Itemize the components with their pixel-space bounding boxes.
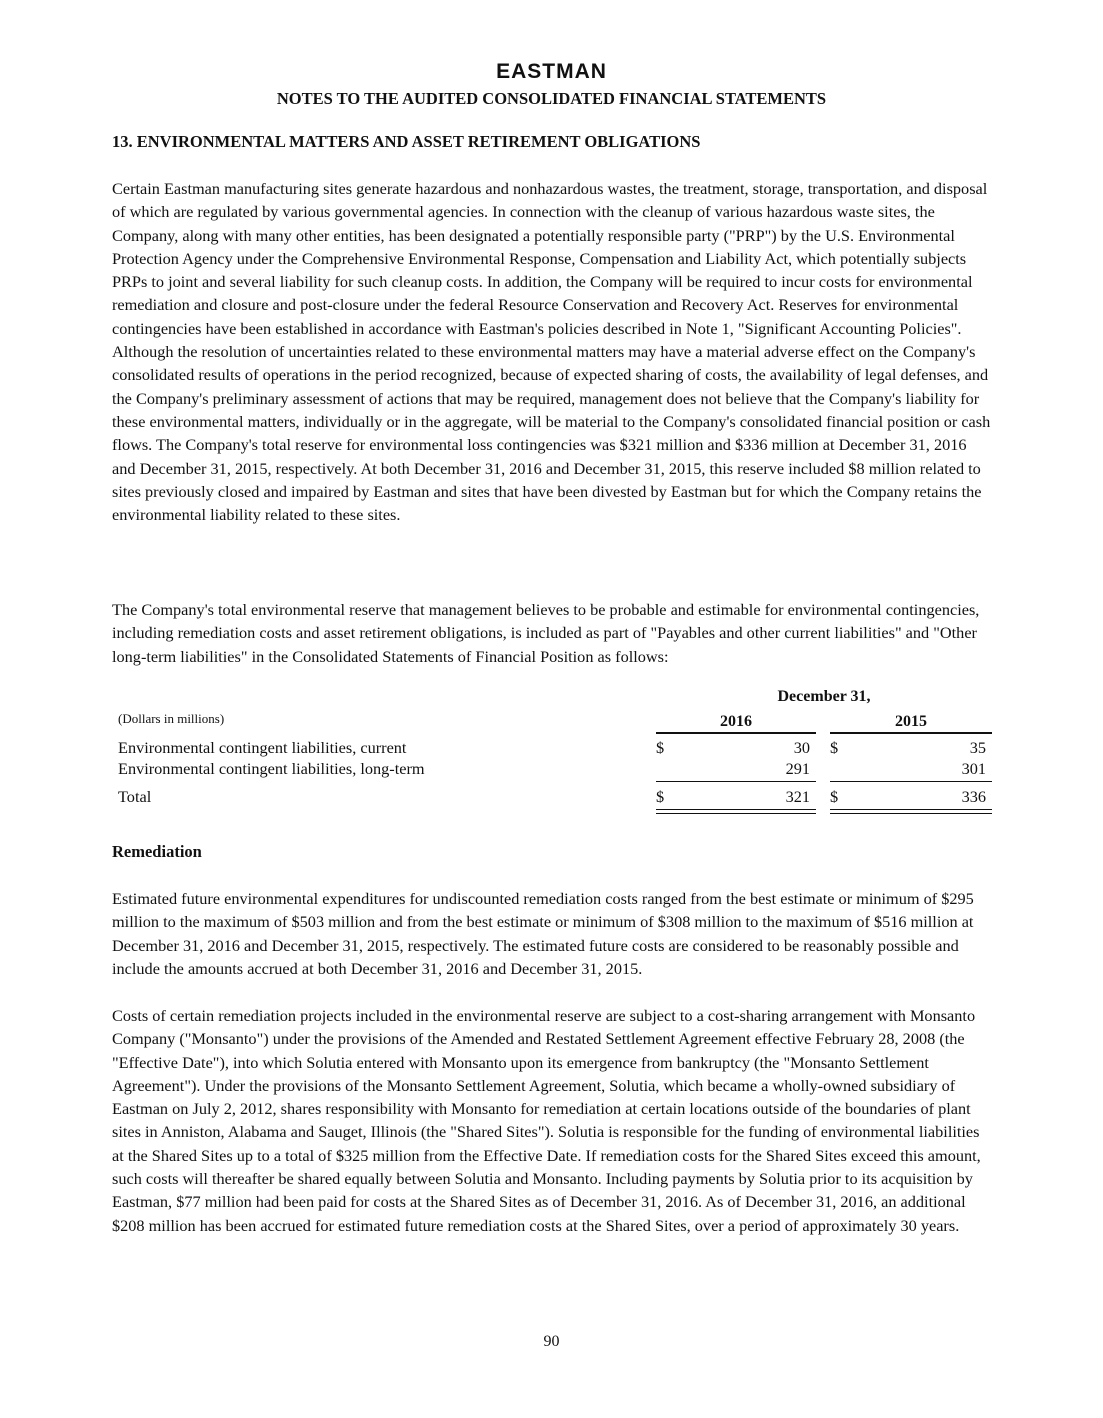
- value-2016: 321: [785, 787, 810, 806]
- paragraph-environmental-overview: Certain Eastman manufacturing sites generate hazardous and nonhazardous wastes, the treatment, storage, transportation, and disposal of which are regulated by various governmental agencies. In connection with the cleanup of various hazardous waste sites, the Company, along with many other entities, has been designated a potentially responsible party ("PRP") by the U.S. Environmental Protection Agency under the Comprehensive Environmental Response, Compensation and Liability Act, which potentially subjects PRPs to joint and several liability for such cleanup costs. In addition, the Company will be required to incur costs for environmental remediation and closure and post-closure under the federal Resource Conservation and Recovery Act. Reserves for environmental contingencies have been established in accordance with Eastman's policies described in Note 1, "Significant Accounting Policies". Although the resolution of uncertainties related to these environmental matters may have a material adverse effect on the Company's consolidated results of operations in the period recognized, because of expected sharing of costs, the availability of legal defenses, and the Company's preliminary assessment of actions that may be required, management does not believe that the Company's liability for these environmental matters, individually or in the aggregate, will be material to the Company's consolidated financial position or cash flows. The Company's total reserve for environmental loss contingencies was $321 million and $336 million at December 31, 2016 and December 31, 2015, respectively. At both December 31, 2016 and December 31, 2015, this reserve included $8 million related to sites previously closed and impaired by Eastman and sites that have been divested by Eastman but for which the Company retains the environmental liability related to these sites.: [112, 179, 991, 525]
- paragraph-remediation-estimates: Estimated future environmental expenditures for undiscounted remediation costs ranged from the best estimate or minimum of $295 million to the maximum of $503 million and from the best estimate or minimum of $308 million to the maximum of $516 million at December 31, 2016 and December 31, 2015, respectively. The estimated future costs are considered to be reasonably possible and include the amounts accrued at both December 31, 2016 and December 31, 2015.: [112, 889, 974, 978]
- value-2015: 301: [961, 759, 986, 778]
- row-label: Total: [118, 787, 152, 806]
- subtotal-rule: [656, 781, 816, 782]
- currency-symbol: $: [830, 738, 839, 757]
- document-title: NOTES TO THE AUDITED CONSOLIDATED FINANCIAL STATEMENTS: [276, 89, 827, 108]
- paragraph-monsanto-cost-sharing: Costs of certain remediation projects included in the environmental reserve are subject to a cost-sharing arrangement with Monsanto Company ("Monsanto") under the provisions of the Amended and Restated Settlement Agreement effective February 28, 2008 (the "Effective Date"), into which Solutia entered with Monsanto upon its emergence from bankruptcy (the "Monsanto Settlement Agreement"). Under the provisions of the Monsanto Settlement Agreement, Solutia, which became a wholly-owned subsidiary of Eastman on July 2, 2012, shares responsibility with Monsanto for remediation at certain locations outside of the boundaries of plant sites in Anniston, Alabama and Sauget, Illinois (the "Shared Sites"). Solutia is responsible for the funding of environmental liabilities at the Shared Sites up to a total of $325 million from the Effective Date. If remediation costs for the Shared Sites exceed this amount, such costs will thereafter be shared equally between Solutia and Monsanto. Including payments by Solutia prior to its acquisition by Eastman, $77 million had been paid for costs at the Shared Sites as of December 31, 2016. As of December 31, 2016, an additional $208 million has been accrued for estimated future remediation costs at the Shared Sites, over a period of approximately 30 years.: [112, 1006, 981, 1235]
- value-2016: 291: [785, 759, 810, 778]
- page-number: 90: [543, 1333, 560, 1350]
- value-2015: 35: [969, 738, 986, 757]
- value-2016: 30: [793, 738, 810, 757]
- row-label: Environmental contingent liabilities, current: [118, 738, 407, 757]
- paragraph-reserve-intro: The Company's total environmental reserve that management believes to be probable and estimable for environmental contingencies, including remediation costs and asset retirement obligations, is included as part of "Payables and other current liabilities" and "Other long-term liabilities" in the Consolidated Statements of Financial Position as follows:: [112, 600, 980, 666]
- year-header-2016: 2016: [656, 713, 816, 734]
- total-double-rule: [830, 809, 992, 814]
- row-label: Environmental contingent liabilities, long-term: [118, 759, 425, 778]
- period-header: December 31,: [777, 688, 871, 705]
- currency-symbol: $: [830, 787, 839, 806]
- remediation-heading: Remediation: [112, 842, 202, 861]
- company-logo: EASTMAN: [496, 60, 607, 83]
- currency-symbol: $: [656, 787, 665, 806]
- total-double-rule: [656, 809, 816, 814]
- subtotal-rule: [830, 781, 992, 782]
- section-title: 13. ENVIRONMENTAL MATTERS AND ASSET RETIREMENT OBLIGATIONS: [112, 132, 701, 151]
- year-header-2015: 2015: [830, 713, 992, 734]
- units-label: (Dollars in millions): [118, 711, 225, 726]
- value-2015: 336: [961, 787, 986, 806]
- currency-symbol: $: [656, 738, 665, 757]
